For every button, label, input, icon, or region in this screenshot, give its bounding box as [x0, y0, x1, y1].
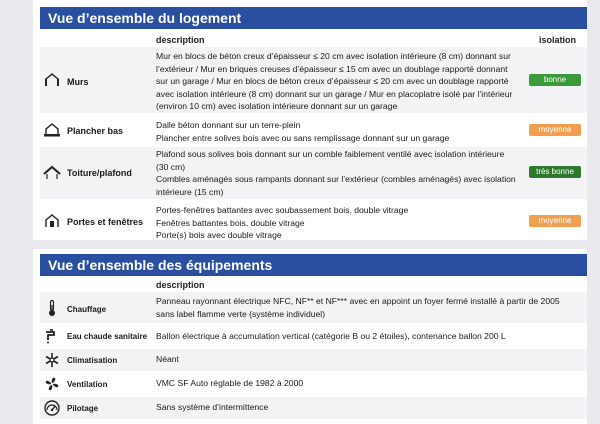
equip-desc-ventilation: VMC SF Auto réglable de 1982 à 2000 — [156, 378, 304, 388]
logement-panel — [33, 0, 587, 240]
wall-icon — [43, 71, 61, 89]
logement-desc-portes: Portes-fenêtres battantes avec soubassement bois, double vitrage Fenêtres battantes bois, double vitrage Porte(s) bois avec double vitrage — [156, 205, 409, 241]
logement-desc-plancher: Dalle béton donnant sur un terre-plein Plancher entre solives bois avec ou sans remplissage donnant sur un garage — [156, 120, 450, 143]
equip-desc-ecs: Ballon électrique à accumulation vertical (catégorie B ou 2 étoiles), contenance ballon 200 L — [156, 331, 506, 341]
equipements-col-description: description — [156, 280, 205, 290]
logement-label-toiture: Toiture/plafond — [67, 168, 132, 178]
door-window-icon — [43, 212, 61, 230]
equip-row-ecs — [40, 325, 587, 347]
logement-row-murs — [40, 47, 587, 113]
isolation-badge-toiture: très bonne — [529, 166, 581, 178]
equip-label-pilotage: Pilotage — [67, 404, 99, 413]
equip-row-pilotage — [40, 397, 587, 419]
isolation-badge-portes: moyenne — [529, 215, 581, 227]
roof-icon — [43, 164, 61, 182]
logement-col-isolation: isolation — [539, 35, 577, 45]
gauge-icon — [43, 399, 61, 417]
equipements-panel — [33, 249, 587, 424]
logement-row-plancher — [40, 115, 587, 145]
equip-desc-clim: Néant — [156, 354, 179, 364]
equip-row-chauffage — [40, 292, 587, 323]
logement-title: Vue d’ensemble du logement — [40, 7, 587, 29]
faucet-icon — [43, 327, 61, 345]
equip-row-clim — [40, 349, 587, 371]
equip-desc-chauffage: Panneau rayonnant électrique NFC, NF** et NF*** avec en appoint un foyer fermé installé à partir de 2005 sans label flamme verte (système individuel) — [156, 296, 560, 319]
floor-icon — [43, 121, 61, 139]
equip-row-ventilation — [40, 373, 587, 395]
snowflake-icon — [43, 351, 61, 369]
equip-label-ventilation: Ventilation — [67, 380, 108, 389]
equip-label-ecs: Eau chaude sanitaire — [67, 332, 148, 341]
equip-label-clim: Climatisation — [67, 356, 118, 365]
logement-label-plancher: Plancher bas — [67, 126, 124, 136]
fan-icon — [43, 375, 61, 393]
logement-label-portes: Portes et fenêtres — [67, 217, 144, 227]
logement-desc-murs: Mur en blocs de béton creux d’épaisseur ≤ 20 cm avec isolation intérieure (8 cm) donnant sur l’extérieur / Mur en briques creuses d’épaisseur ≤ 15 cm avec un doublage rapporté donnant sur un garage / Mur en blocs de béton creux d’épaisseur ≤ 20 cm avec un doublage rapporté avec isolation intérieure (8 cm) donnant sur un garage / Mur en placoplatre isolé par l’intérieur (environ 10 cm) avec isolation intérieure donnant sur un garage — [156, 51, 513, 112]
logement-label-murs: Murs — [67, 77, 89, 87]
logement-desc-toiture: Plafond sous solives bois donnant sur un comble faiblement ventilé avec isolation intérieure (30 cm) Combles aménagés sous rampants donnant sur l’extérieur (combles aménagés) avec isolation intérieure (15 cm) — [156, 149, 516, 197]
isolation-badge-murs: bonne — [529, 74, 581, 86]
thermometer-icon — [43, 299, 61, 317]
logement-row-toiture — [40, 147, 587, 199]
logement-col-description: description — [156, 35, 205, 45]
equip-label-chauffage: Chauffage — [67, 305, 107, 314]
equipements-title: Vue d’ensemble des équipements — [40, 254, 587, 276]
equip-desc-pilotage: Sans système d’intermittence — [156, 402, 269, 412]
isolation-badge-plancher: moyenne — [529, 124, 581, 136]
logement-row-portes — [40, 201, 587, 240]
